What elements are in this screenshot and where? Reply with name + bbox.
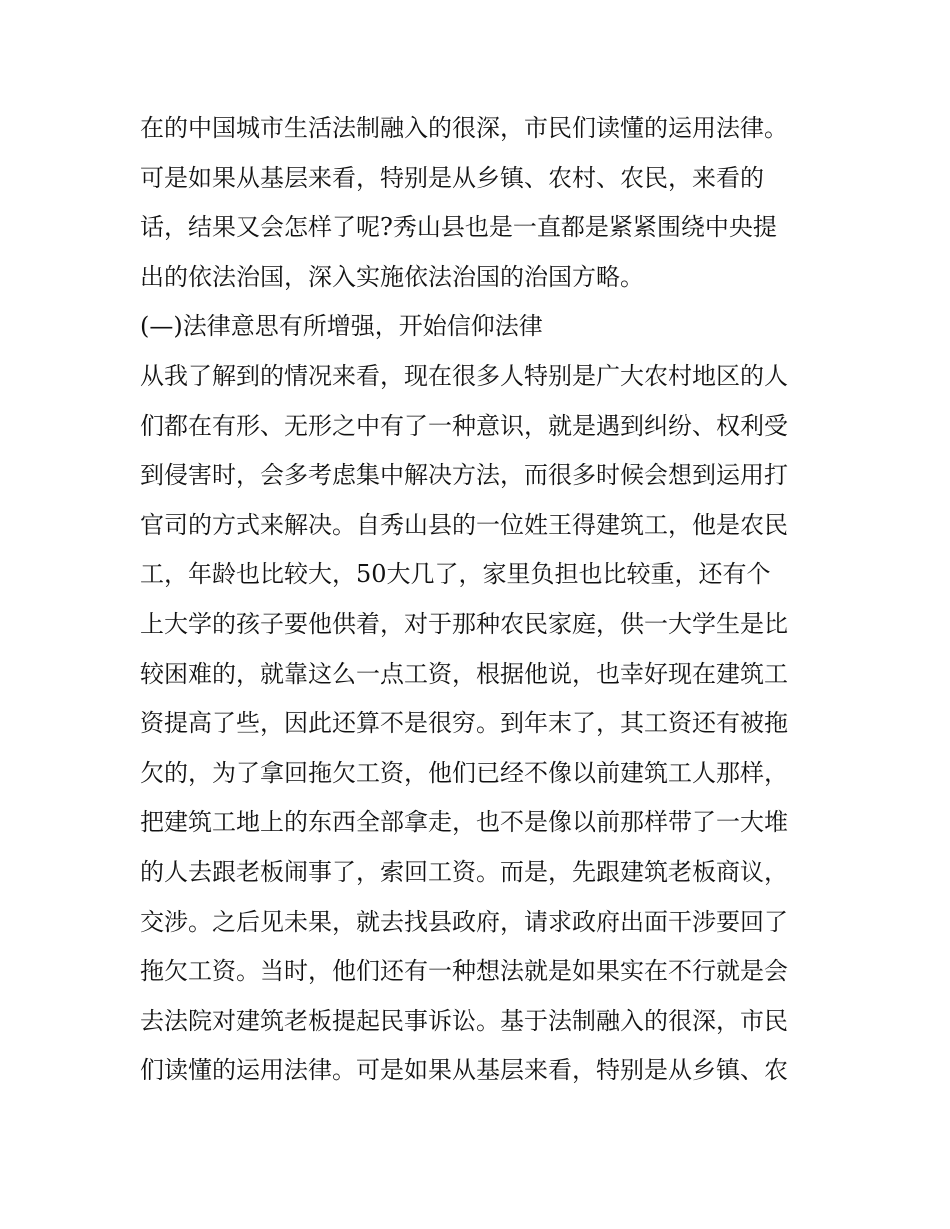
text-line: 去法院对建筑老板提起民事诉讼。基于法制融入的很深，市民 bbox=[140, 1006, 788, 1035]
text-line: 从我了解到的情况来看，现在很多人特别是广大农村地区的人 bbox=[140, 361, 788, 390]
text-line: 资提高了些，因此还算不是很穷。到年末了，其工资还有被拖 bbox=[140, 709, 788, 738]
text-line: 拖欠工资。当时，他们还有一种想法就是如果实在不行就是会 bbox=[140, 957, 788, 986]
text-line: 欠的，为了拿回拖欠工资，他们已经不像以前建筑工人那样， bbox=[140, 758, 788, 787]
text-line: 官司的方式来解决。自秀山县的一位姓王得建筑工，他是农民 bbox=[140, 510, 788, 539]
text-line: 到侵害时，会多考虑集中解决方法，而很多时候会想到运用打 bbox=[140, 461, 788, 490]
text-line: 出的依法治国，深入实施依法治国的治国方略。 bbox=[140, 262, 644, 291]
text-line: 上大学的孩子要他供着，对于那种农民家庭，供一大学生是比 bbox=[140, 609, 788, 638]
text-line: 的人去跟老板闹事了，索回工资。而是，先跟建筑老板商议， bbox=[140, 857, 788, 886]
text-line: 较困难的，就靠这么一点工资，根据他说，也幸好现在建筑工 bbox=[140, 659, 788, 688]
text-line: 工，年龄也比较大，50大几了，家里负担也比较重，还有个 bbox=[140, 560, 771, 589]
section-heading: (—)法律意思有所增强，开始信仰法律 bbox=[140, 312, 543, 341]
text-line: 们都在有形、无形之中有了一种意识，就是遇到纠纷、权利受 bbox=[140, 411, 788, 440]
text-line: 在的中国城市生活法制融入的很深，市民们读懂的运用法律。 bbox=[140, 114, 788, 142]
text-line: 可是如果从基层来看，特别是从乡镇、农村、农民，来看的 bbox=[140, 163, 764, 192]
text-line: 话，结果又会怎样了呢?秀山县也是一直都是紧紧围绕中央提 bbox=[140, 213, 777, 242]
body-text bbox=[140, 104, 820, 1096]
text-line: 们读懂的运用法律。可是如果从基层来看，特别是从乡镇、农 bbox=[140, 1056, 788, 1085]
text-line: 交涉。之后见未果，就去找县政府，请求政府出面干涉要回了 bbox=[140, 907, 788, 936]
text-line: 把建筑工地上的东西全部拿走，也不是像以前那样带了一大堆 bbox=[140, 808, 788, 837]
